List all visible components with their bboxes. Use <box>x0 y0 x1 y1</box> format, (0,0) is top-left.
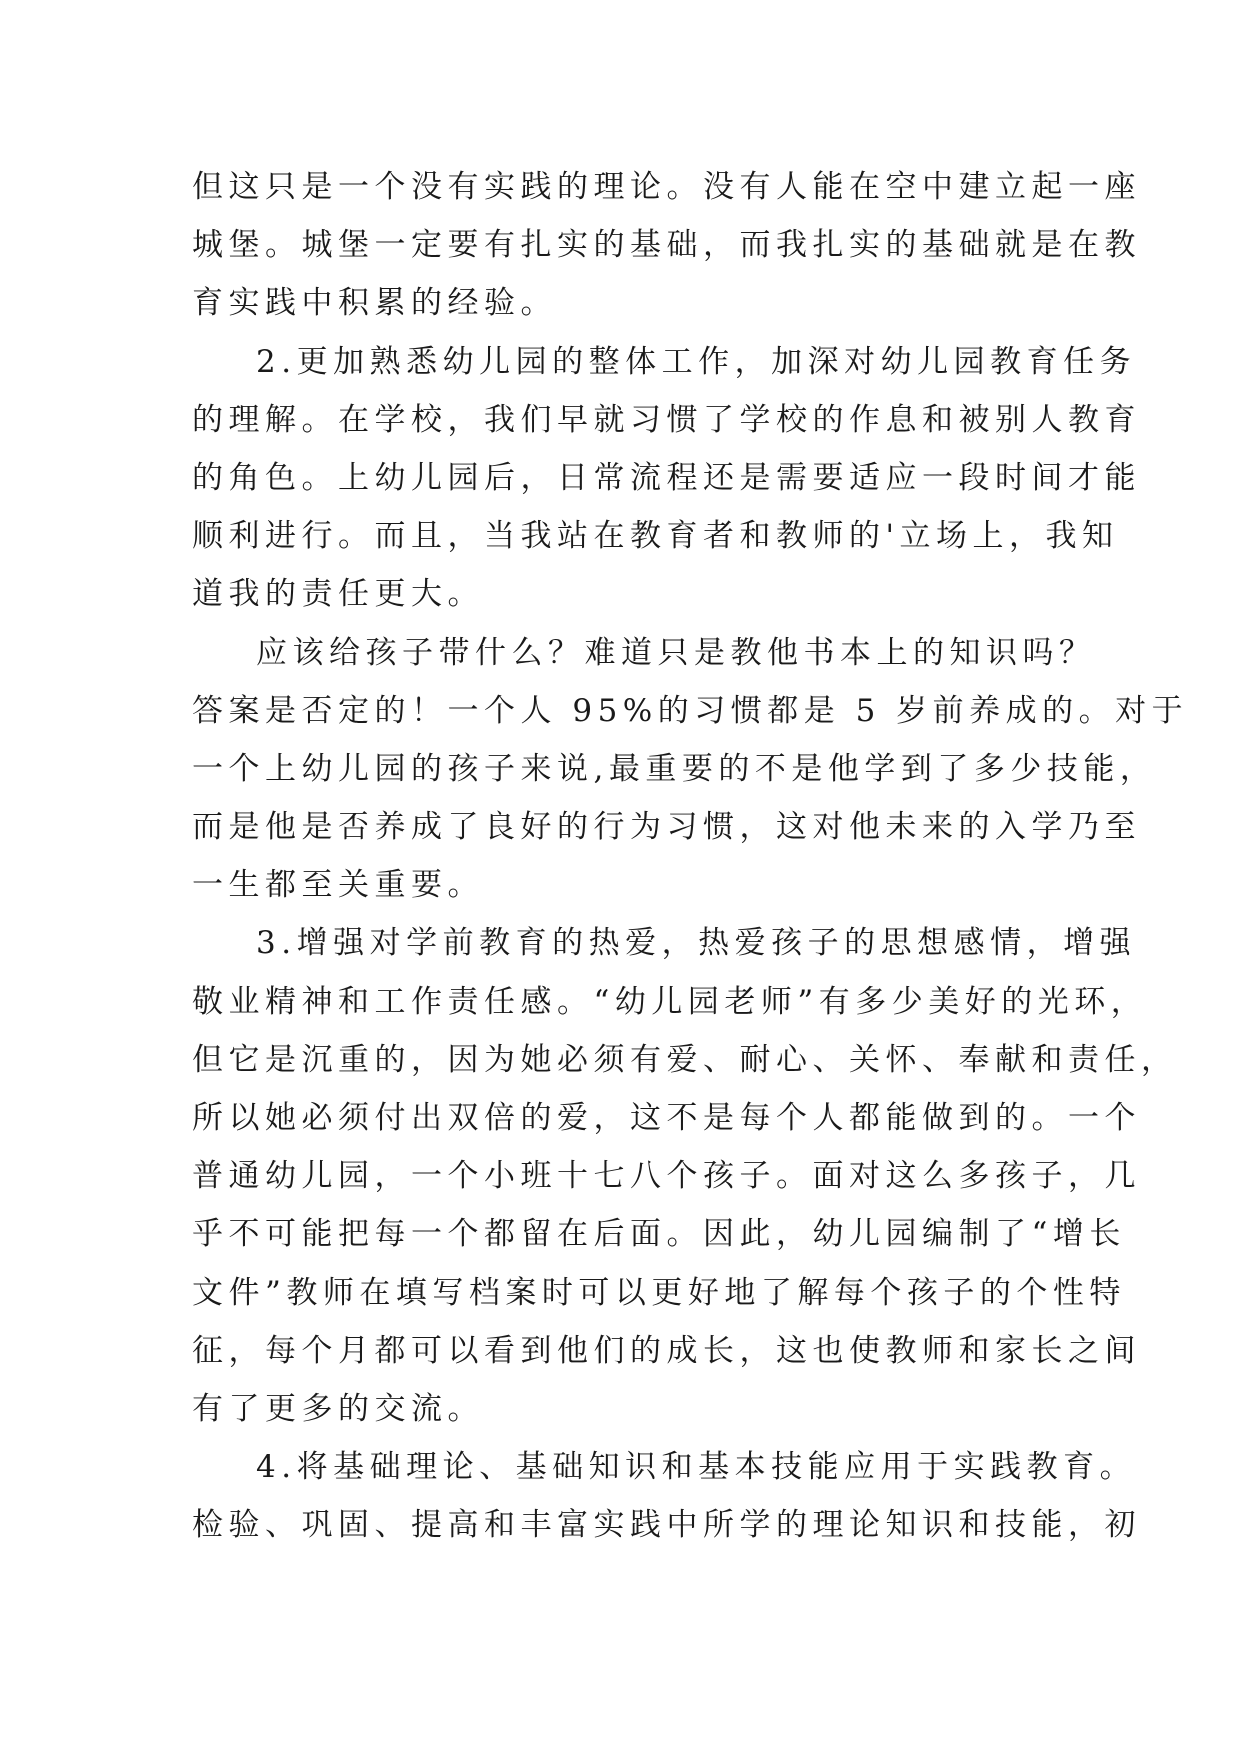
text-line: 征，每个月都可以看到他们的成长，这也使教师和家长之间 <box>192 1332 1141 1369</box>
text-line: 检验、巩固、提高和丰富实践中所学的理论知识和技能，初 <box>192 1507 1141 1544</box>
text-line: 一个上幼儿园的孩子来说,最重要的不是他学到了多少技能， <box>192 750 1157 787</box>
text-line: 但这只是一个没有实践的理论。没有人能在空中建立起一座 <box>192 169 1141 205</box>
text-line: 但它是沉重的，因为她必须有爱、耐心、关怀、奉献和责任， <box>192 1041 1178 1078</box>
text-line: 敬业精神和工作责任感。“幼儿园老师”有多少美好的光环， <box>192 983 1148 1020</box>
text-line: 一生都至关重要。 <box>192 867 484 904</box>
text-line: 乎不可能把每一个都留在后面。因此，幼儿园编制了“增长 <box>192 1216 1126 1253</box>
document-body <box>192 158 1189 1555</box>
text-line: 所以她必须付出双倍的爱，这不是每个人都能做到的。一个 <box>192 1100 1141 1136</box>
text-line: 应该给孩子带什么？难道只是教他书本上的知识吗？ <box>256 634 1096 671</box>
text-line: 3.增强对学前教育的热爱，热爱孩子的思想感情，增强 <box>256 925 1137 962</box>
text-line: 普通幼儿园，一个小班十七八个孩子。面对这么多孩子，几 <box>192 1158 1141 1195</box>
text-line: 有了更多的交流。 <box>192 1390 484 1427</box>
text-line: 2.更加熟悉幼儿园的整体工作，加深对幼儿园教育任务 <box>256 343 1137 380</box>
text-line: 答案是否定的！一个人 95%的习惯都是 5 岁前养成的。对于 <box>192 692 1189 729</box>
text-line: 4.将基础理论、基础知识和基本技能应用于实践教育。 <box>256 1449 1137 1486</box>
text-line: 育实践中积累的经验。 <box>192 285 557 322</box>
text-line: 顺利进行。而且，当我站在教育者和教师的'立场上，我知 <box>192 518 1119 555</box>
text-line: 道我的责任更大。 <box>192 576 484 613</box>
text-line: 的理解。在学校，我们早就习惯了学校的作息和被别人教育 <box>192 401 1141 438</box>
text-line: 而是他是否养成了良好的行为习惯，这对他未来的入学乃至 <box>192 809 1141 846</box>
text-line: 的角色。上幼儿园后，日常流程还是需要适应一段时间才能 <box>192 459 1141 496</box>
text-line: 城堡。城堡一定要有扎实的基础，而我扎实的基础就是在教 <box>192 227 1141 264</box>
text-line: 文件”教师在填写档案时可以更好地了解每个孩子的个性特 <box>192 1274 1126 1311</box>
